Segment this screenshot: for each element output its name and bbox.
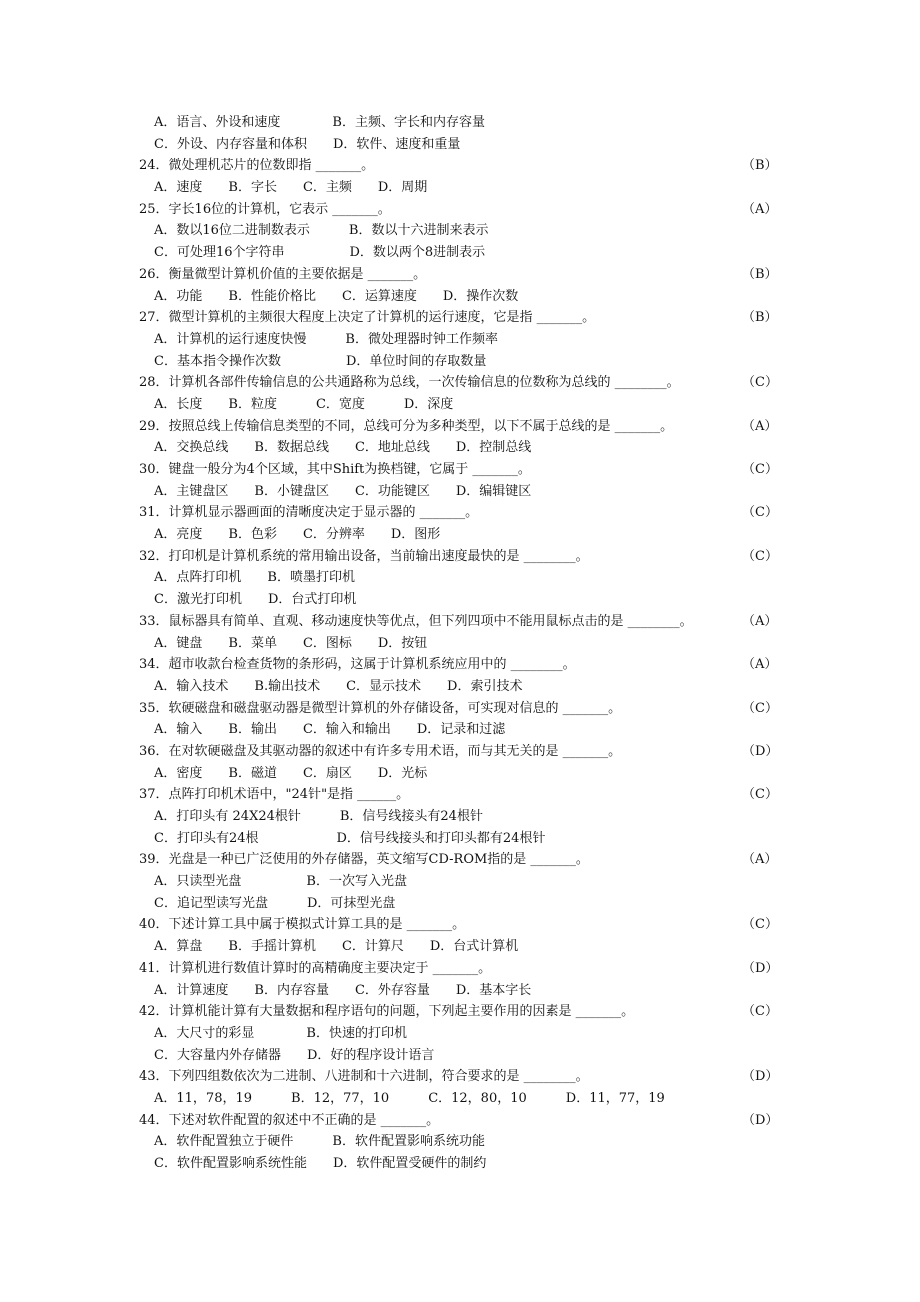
- options-line: [0, 589, 920, 611]
- options-text: C．可处理16个字符串 D．数以两个8进制表示: [154, 245, 486, 261]
- answer-label: （A）: [742, 418, 778, 434]
- options-text: A．大尺寸的彩显 B．快速的打印机: [154, 1025, 407, 1041]
- question-text: 40．下述计算工具中属于模拟式计算工具的是 _______。: [139, 917, 466, 933]
- question-text: 42．计算机能计算有大量数据和程序语句的问题，下列起主要作用的因素是 _______。: [139, 1004, 635, 1020]
- question-text: 37．点阵打印机术语中，"24针"是指 ______。: [139, 787, 410, 803]
- options-line: [0, 286, 920, 308]
- answer-label: （C）: [742, 548, 778, 564]
- question-line: [0, 459, 920, 481]
- question-line: [0, 914, 920, 936]
- question-text: 44．下述对软件配置的叙述中不正确的是 _______。: [139, 1112, 440, 1128]
- options-text: A．算盘 B．手摇计算机 C．计算尺 D．台式计算机: [154, 939, 519, 955]
- question-text: 28．计算机各部件传输信息的公共通路称为总线，一次传输信息的位数称为总线的 ________。: [139, 375, 680, 391]
- answer-label: （C）: [742, 787, 778, 803]
- options-text: A．输入技术 B.输出技术 C．显示技术 D．索引技术: [154, 678, 523, 694]
- options-line: [0, 1131, 920, 1153]
- options-line: [0, 936, 920, 958]
- question-line: [0, 416, 920, 438]
- answer-label: （A）: [742, 613, 778, 629]
- question-text: 31．计算机显示器画面的清晰度决定于显示器的 _______。: [139, 505, 479, 521]
- question-line: [0, 1066, 920, 1088]
- options-line: [0, 481, 920, 503]
- question-line: [0, 741, 920, 763]
- options-text: A．主键盘区 B．小键盘区 C．功能键区 D．编辑键区: [154, 483, 532, 499]
- options-line: [0, 1088, 920, 1110]
- options-line: [0, 220, 920, 242]
- document-page: [0, 112, 920, 1175]
- question-line: [0, 502, 920, 524]
- answer-label: （A）: [742, 201, 778, 217]
- options-line: [0, 242, 920, 264]
- options-text: A．输入 B．输出 C．输入和输出 D．记录和过滤: [154, 722, 506, 738]
- options-text: A．计算机的运行速度快慢 B．微处理器时钟工作频率: [154, 331, 498, 347]
- options-text: A．打印头有 24X24根针 B．信号线接头有24根针: [154, 809, 483, 824]
- answer-label: （D）: [742, 1112, 779, 1128]
- options-text: A．软件配置独立于硬件 B．软件配置影响系统功能: [154, 1134, 485, 1150]
- question-line: [0, 849, 920, 871]
- question-text: 33．鼠标器具有简单、直观、移动速度快等优点，但下列四项中不能用鼠标点击的是 ________。: [139, 613, 693, 629]
- options-text: A．语言、外设和速度 B．主频、字长和内存容量: [154, 115, 485, 130]
- options-text: C．软件配置影响系统性能 D．软件配置受硬件的制约: [154, 1156, 487, 1171]
- question-line: [0, 372, 920, 394]
- options-text: A．长度 B．粒度 C．宽度 D．深度: [154, 396, 454, 412]
- options-line: [0, 763, 920, 785]
- answer-label: （B）: [742, 266, 778, 282]
- options-text: A．交换总线 B．数据总线 C．地址总线 D．控制总线: [154, 440, 532, 456]
- options-text: C．外设、内存容量和体积 D．软件、速度和重量: [154, 136, 461, 152]
- question-line: [0, 199, 920, 221]
- question-text: 39．光盘是一种已广泛使用的外存储器，英文缩写CD-ROM指的是 _______。: [139, 852, 589, 868]
- options-text: A．点阵打印机 B．喷墨打印机: [154, 570, 355, 586]
- options-text: A．计算速度 B．内存容量 C．外存容量 D．基本字长: [154, 982, 532, 998]
- answer-label: （B）: [742, 158, 778, 174]
- options-line: [0, 112, 920, 134]
- question-text: 36．在对软硬磁盘及其驱动器的叙述中有许多专用术语，而与其无关的是 _______。: [139, 743, 622, 759]
- question-line: [0, 698, 920, 720]
- options-line: [0, 1045, 920, 1067]
- options-text: A．密度 B．磁道 C．扇区 D．光标: [154, 765, 428, 781]
- answer-label: （C）: [742, 917, 778, 933]
- answer-label: （C）: [742, 505, 778, 521]
- answer-label: （C）: [742, 1004, 778, 1020]
- options-text: A．11，78，19 B．12，77，10 C．12，80，10 D．11，77，19: [154, 1090, 665, 1106]
- options-text: C．激光打印机 D．台式打印机: [154, 592, 357, 608]
- question-line: [0, 654, 920, 676]
- options-text: A．亮度 B．色彩 C．分辨率 D．图形: [154, 527, 441, 543]
- options-line: [0, 567, 920, 589]
- options-line: [0, 676, 920, 698]
- options-line: [0, 719, 920, 741]
- options-line: [0, 871, 920, 893]
- options-line: [0, 828, 920, 850]
- question-line: [0, 1001, 920, 1023]
- options-line: [0, 633, 920, 655]
- options-line: [0, 893, 920, 915]
- answer-label: （A）: [742, 657, 778, 673]
- question-text: 26．衡量微型计算机价值的主要依据是 _______。: [139, 266, 427, 282]
- options-text: A．功能 B．性能价格比 C．运算速度 D．操作次数: [154, 288, 519, 304]
- answer-label: （D）: [742, 960, 779, 976]
- question-line: [0, 1110, 920, 1132]
- question-line: [0, 155, 920, 177]
- options-line: [0, 524, 920, 546]
- options-text: A．速度 B．字长 C．主频 D．周期: [154, 180, 428, 196]
- options-line: [0, 351, 920, 373]
- options-text: C．追记型读写光盘 D．可抹型光盘: [154, 895, 396, 911]
- options-text: C．基本指令操作次数 D．单位时间的存取数量: [154, 353, 487, 369]
- question-text: 24．微处理机芯片的位数即指 _______。: [139, 158, 375, 174]
- question-text: 41．计算机进行数值计算时的高精确度主要决定于 _______。: [139, 960, 492, 976]
- question-line: [0, 264, 920, 286]
- question-text: 30．键盘一般分为4个区域，其中Shift为换档键，它属于 _______。: [139, 462, 531, 477]
- answer-label: （D）: [742, 1069, 779, 1085]
- answer-label: （C）: [742, 700, 778, 716]
- answer-label: （A）: [742, 852, 778, 868]
- options-line: [0, 437, 920, 459]
- options-line: [0, 177, 920, 199]
- question-text: 32．打印机是计算机系统的常用输出设备，当前输出速度最快的是 ________。: [139, 548, 589, 564]
- question-text: 43．下列四组数依次为二进制、八进制和十六进制，符合要求的是 ________。: [139, 1069, 589, 1085]
- options-line: [0, 134, 920, 156]
- question-text: 25．字长16位的计算机，它表示 _______。: [139, 201, 391, 217]
- question-text: 34．超市收款台检查货物的条形码，这属于计算机系统应用中的 ________。: [139, 657, 576, 673]
- options-line: [0, 1023, 920, 1045]
- options-line: [0, 394, 920, 416]
- question-text: 27．微型计算机的主频很大程度上决定了计算机的运行速度，它是指 _______。: [139, 310, 596, 326]
- options-text: A．数以16位二进制数表示 B．数以十六进制来表示: [154, 223, 489, 239]
- options-line: [0, 806, 920, 828]
- question-line: [0, 611, 920, 633]
- question-line: [0, 307, 920, 329]
- options-line: [0, 1153, 920, 1175]
- question-line: [0, 958, 920, 980]
- options-text: A．只读型光盘 B．一次写入光盘: [154, 874, 407, 890]
- question-line: [0, 546, 920, 568]
- options-line: [0, 329, 920, 351]
- options-text: C．打印头有24根 D．信号线接头和打印头都有24根针: [154, 830, 546, 846]
- question-text: 35．软硬磁盘和磁盘驱动器是微型计算机的外存储设备，可实现对信息的 _______。: [139, 700, 622, 716]
- options-line: [0, 980, 920, 1002]
- answer-label: （C）: [742, 462, 778, 477]
- answer-label: （C）: [742, 375, 778, 391]
- question-line: [0, 784, 920, 806]
- answer-label: （D）: [742, 743, 779, 759]
- options-text: C．大容量内外存储器 D．好的程序设计语言: [154, 1047, 435, 1063]
- question-text: 29．按照总线上传输信息类型的不同，总线可分为多种类型，以下不属于总线的是 _______。: [139, 418, 674, 434]
- options-text: A．键盘 B．菜单 C．图标 D．按钮: [154, 635, 428, 651]
- answer-label: （B）: [742, 310, 778, 326]
